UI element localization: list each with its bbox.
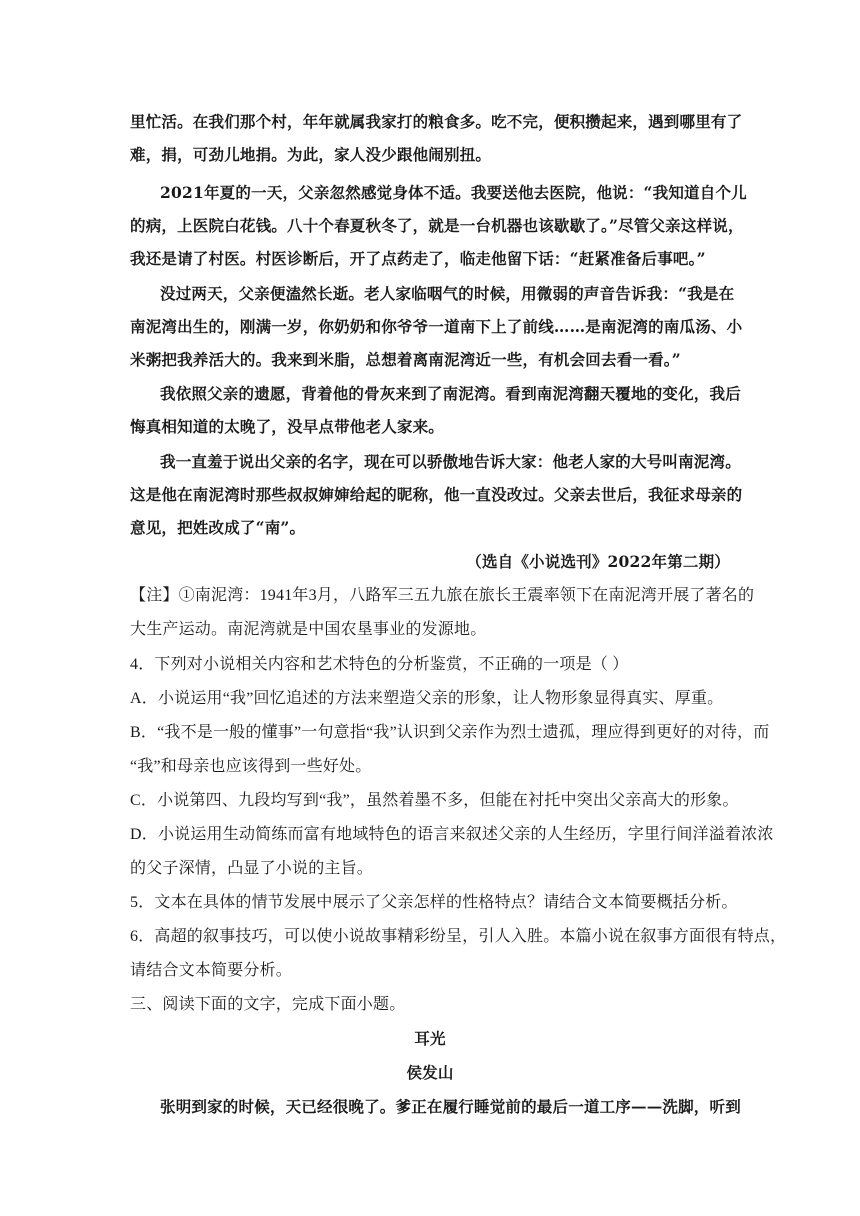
question-4-option-d: D．小说运用生动简练而富有地域特色的语言来叙述父亲的人生经历，字里行间洋溢着浓浓 [130, 826, 774, 843]
story-line: 难，捐，可劲儿地捐。为此，家人没少跟他闹别扭。 [130, 145, 492, 164]
story-line: 没过两天，父亲便溘然长逝。老人家临咽气的时候，用微弱的声音告诉我：“我是在 [160, 284, 735, 303]
question-5: 5．文本在具体的情节发展中展示了父亲怎样的性格特点？请结合文本简要概括分析。 [130, 894, 738, 911]
story-line: 里忙活。在我们那个村，年年就属我家打的粮食多。吃不完，便积攒起来，遇到哪里有了 [130, 112, 743, 131]
question-4-option-b: B．“我不是一般的懂事”一句意指“我”认识到父亲作为烈士遗孤，理应得到更好的对待，而 [130, 724, 770, 741]
question-6-cont: 请结合文本简要分析。 [130, 962, 293, 979]
question-4-option-b-cont: “我”和母亲也应该得到一些好处。 [130, 758, 372, 775]
story-line: 南泥湾出生的，刚满一岁，你奶奶和你爷爷一道南下上了前线……是南泥湾的南瓜汤、小 [130, 317, 743, 336]
story-line: 米粥把我养活大的。我来到米脂，总想着离南泥湾近一些，有机会回去看一看。” [130, 350, 681, 369]
question-4-option-a: A．小说运用“我”回忆追述的方法来塑造父亲的形象，让人物形象显得真实、厚重。 [130, 690, 724, 707]
story-line: 我还是请了村医。村医诊断后，开了点药走了，临走他留下话：“赶紧准备后事吧。” [130, 249, 706, 268]
story-line: 我依照父亲的遗愿，背着他的骨灰来到了南泥湾。看到南泥湾翻天覆地的变化，我后 [160, 384, 741, 403]
story-line: 这是他在南泥湾时那些叔叔婶婶给起的昵称，他一直没改过。父亲去世后，我征求母亲的 [130, 485, 743, 504]
story-first-line: 张明到家的时候，天已经很晚了。爹正在履行睡觉前的最后一道工序——洗脚，听到 [160, 1097, 741, 1116]
story-line: 悔真相知道的太晚了，没早点带他老人家来。 [130, 417, 445, 436]
question-6: 6．高超的叙事技巧，可以使小说故事精彩纷呈，引人入胜。本篇小说在叙事方面很有特点， [130, 928, 787, 945]
question-4-option-c: C．小说第四、九段均写到“我”，虽然着墨不多，但能在衬托中突出父亲高大的形象。 [130, 792, 739, 809]
story-line: 我一直羞于说出父亲的名字，现在可以骄傲地告诉大家：他老人家的大号叫南泥湾。 [160, 452, 741, 471]
section-heading: 三、阅读下面的文字，完成下面小题。 [130, 996, 406, 1013]
story-source: （选自《小说选刊》2022年第二期） [466, 552, 730, 571]
question-4-option-d-cont: 的父子深情，凸显了小说的主旨。 [130, 860, 374, 877]
question-4: 4．下列对小说相关内容和艺术特色的分析鉴赏，不正确的一项是（ ） [130, 656, 629, 673]
story-author: 侯发山 [406, 1063, 454, 1082]
story-line: 的病，上医院白花钱。八十个春夏秋冬了，就是一台机器也该歇歇了。”尽管父亲这样说， [130, 216, 744, 235]
story-line: 意见，把姓改成了“南”。 [130, 518, 306, 537]
story-title: 耳光 [414, 1029, 446, 1048]
note-line: 【注】①南泥湾：1941年3月，八路军三五九旅在旅长王震率领下在南泥湾开展了著名的 [130, 587, 755, 604]
note-line: 大生产运动。南泥湾就是中国农垦事业的发源地。 [130, 621, 487, 638]
story-line: 2021年夏的一天，父亲忽然感觉身体不适。我要送他去医院，他说：“我知道自个儿 [160, 183, 747, 202]
